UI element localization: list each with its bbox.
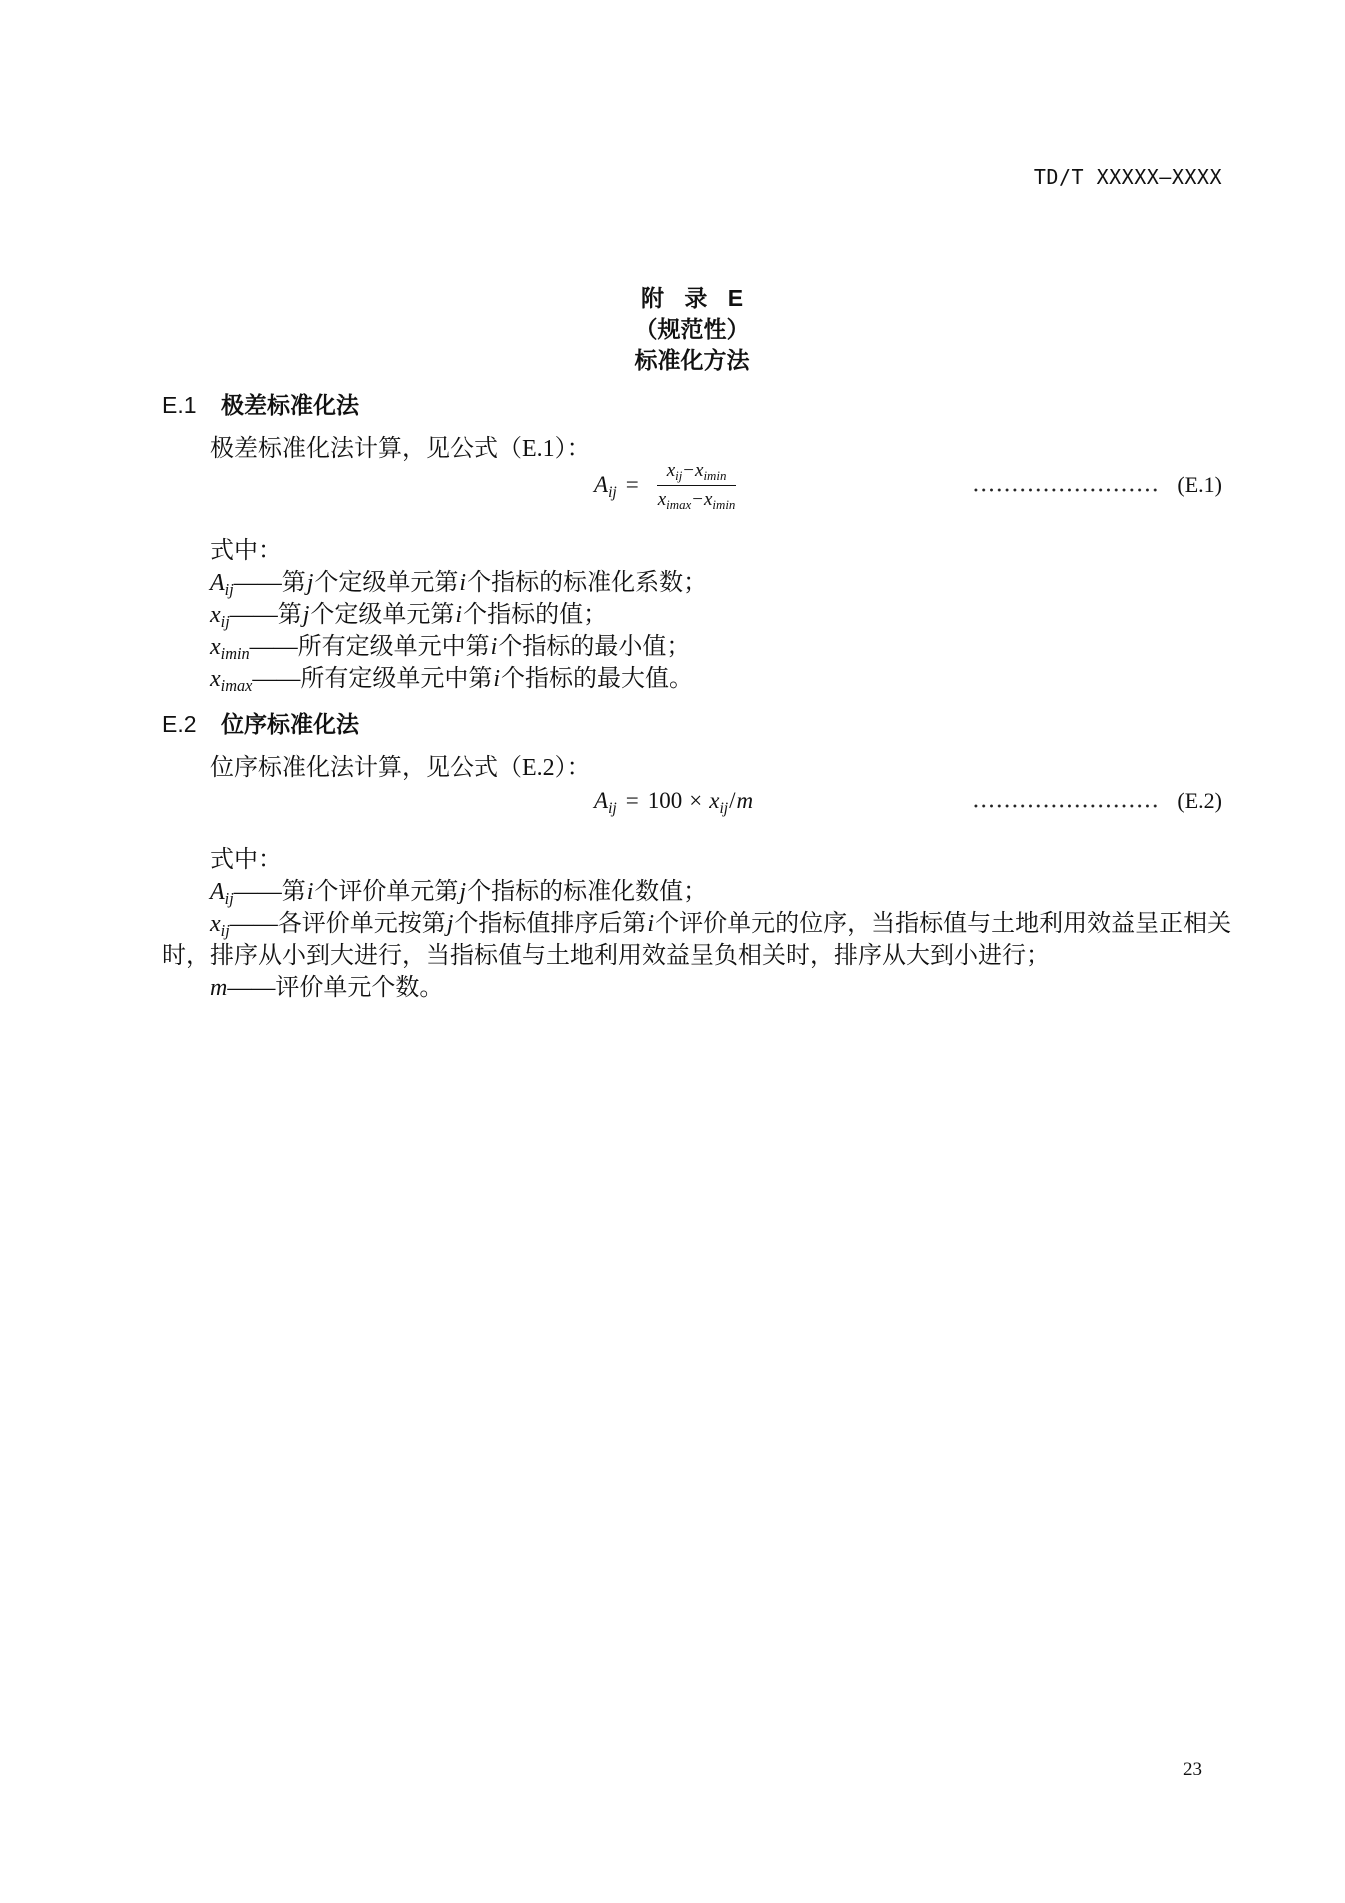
lhs-subscript: ij (608, 800, 617, 817)
lhs-subscript: ij (608, 484, 617, 501)
var-subscript: imax (666, 496, 692, 512)
section-heading-e2 (162, 708, 359, 740)
equation-number-e2: (E.2) (1177, 788, 1222, 813)
definition-text: 个定级单元第 (314, 570, 459, 596)
symbol-subscript: ij (224, 580, 234, 600)
symbol-subscript: ij (220, 612, 230, 632)
section-intro-e2: 位序标准化法计算，见公式（E.2）： (210, 755, 591, 781)
var-subscript: imin (712, 496, 736, 512)
definition-item (162, 631, 707, 663)
definition-text: 个指标的值； (463, 602, 608, 628)
var-subscript: ij (675, 467, 683, 483)
formula-e1 (594, 458, 745, 512)
definition-symbol (210, 602, 230, 632)
var-subscript: imin (703, 467, 727, 483)
definition-symbol (210, 666, 253, 696)
equals-sign: = (625, 472, 639, 497)
var-base: x (709, 788, 720, 813)
lhs-base: A (594, 472, 609, 497)
section-number: E.1 (162, 392, 197, 418)
definition-symbol (210, 570, 234, 600)
inline-math-variable: j (306, 570, 314, 596)
symbol-subscript: ij (220, 921, 230, 941)
inline-math-variable: i (493, 666, 501, 692)
definition-item (162, 567, 707, 599)
symbol-subscript: ij (224, 889, 234, 909)
formula-lhs (594, 472, 617, 501)
where-label: 式中： (210, 538, 282, 564)
inline-math-variable: i (455, 602, 463, 628)
inline-math-variable: i (306, 879, 314, 905)
definition-text: 个评价单元第 (314, 879, 459, 905)
fraction (648, 460, 746, 511)
section-title: 位序标准化法 (221, 711, 359, 737)
dot-leader (972, 487, 1161, 493)
definition-symbol (210, 911, 230, 941)
definition-item (162, 599, 707, 631)
formula-e2 (594, 785, 753, 817)
inline-math-variable: j (302, 602, 310, 628)
symbol-base: A (210, 570, 225, 596)
definition-text: ——所有定级单元中第 (252, 666, 493, 692)
var-base: x (703, 488, 713, 510)
definition-text: ——所有定级单元中第 (249, 634, 490, 660)
fraction-denominator (648, 486, 746, 511)
symbol-base: m (210, 975, 228, 1001)
var-base: x (666, 459, 676, 481)
section-heading-e1 (162, 389, 359, 421)
inline-math-variable: i (647, 911, 655, 937)
definition-text: ——第 (233, 570, 306, 596)
definition-text: 个指标的标准化数值； (467, 879, 708, 905)
definitions-e2 (162, 844, 1231, 1004)
definition-symbol (210, 634, 250, 664)
definition-text: ——第 (229, 602, 302, 628)
page-number: 23 (1183, 1759, 1202, 1780)
symbol-base: x (210, 602, 221, 628)
times-operator: × (689, 788, 703, 813)
lhs-base: A (594, 788, 609, 813)
dot-leader (972, 803, 1161, 809)
definition-text: ——评价单元个数。 (227, 975, 444, 1001)
definition-text: ——第 (233, 879, 306, 905)
equation-number-e1: (E.1) (1177, 472, 1222, 497)
definition-item (162, 663, 707, 695)
where-label: 式中： (210, 847, 282, 873)
equals-sign: = (625, 788, 639, 813)
symbol-base: x (210, 666, 221, 692)
appendix-nature: （规范性） (634, 316, 750, 342)
section-intro-e1: 极差标准化法计算，见公式（E.1）： (210, 436, 591, 462)
definition-item (162, 972, 1231, 1004)
document-code-header: TD/T XXXXX—XXXX (1033, 165, 1222, 189)
inline-math-variable: i (459, 570, 467, 596)
var-base: x (695, 459, 704, 481)
definition-text: 个评价单元的位序，当指标值与土地利用效益呈正相关 (655, 911, 1232, 937)
fraction-numerator (657, 460, 737, 486)
definition-text: 个定级单元第 (310, 602, 455, 628)
coefficient: 100 (647, 788, 683, 813)
definition-symbol (210, 879, 234, 909)
symbol-base: x (210, 634, 221, 660)
minus-operator: − (692, 488, 703, 510)
symbol-subscript: imin (220, 644, 250, 664)
definition-continuation: 时，排序从小到大进行，当指标值与土地利用效益呈负相关时，排序从大到小进行； (162, 943, 1050, 969)
formula-lhs (594, 788, 617, 817)
appendix-title-block (162, 283, 1222, 376)
section-number: E.2 (162, 711, 197, 737)
divide-slash: / (729, 788, 736, 813)
symbol-subscript: imax (220, 676, 253, 696)
section-title: 极差标准化法 (221, 392, 359, 418)
definition-item (162, 876, 1231, 908)
formula-variable (709, 788, 729, 817)
symbol-base: A (210, 879, 225, 905)
definitions-e1 (162, 535, 707, 695)
definition-item (162, 908, 1231, 940)
inline-math-variable: j (446, 911, 454, 937)
definition-text: 个指标值排序后第 (454, 911, 647, 937)
var-subscript: ij (719, 800, 729, 817)
definition-text: 个指标的最小值； (498, 634, 691, 660)
definition-symbol (210, 975, 227, 1001)
divisor-variable: m (736, 788, 754, 813)
inline-math-variable: j (459, 879, 467, 905)
inline-math-variable: i (490, 634, 498, 660)
definition-text: 个指标的标准化系数； (467, 570, 708, 596)
var-base: x (657, 488, 667, 510)
definition-text: 个指标的最大值。 (501, 666, 694, 692)
appendix-title: 标准化方法 (634, 347, 750, 373)
symbol-base: x (210, 911, 221, 937)
minus-operator: − (683, 459, 695, 481)
appendix-label: 附 录 E (640, 285, 744, 311)
definition-text: ——各评价单元按第 (229, 911, 446, 937)
